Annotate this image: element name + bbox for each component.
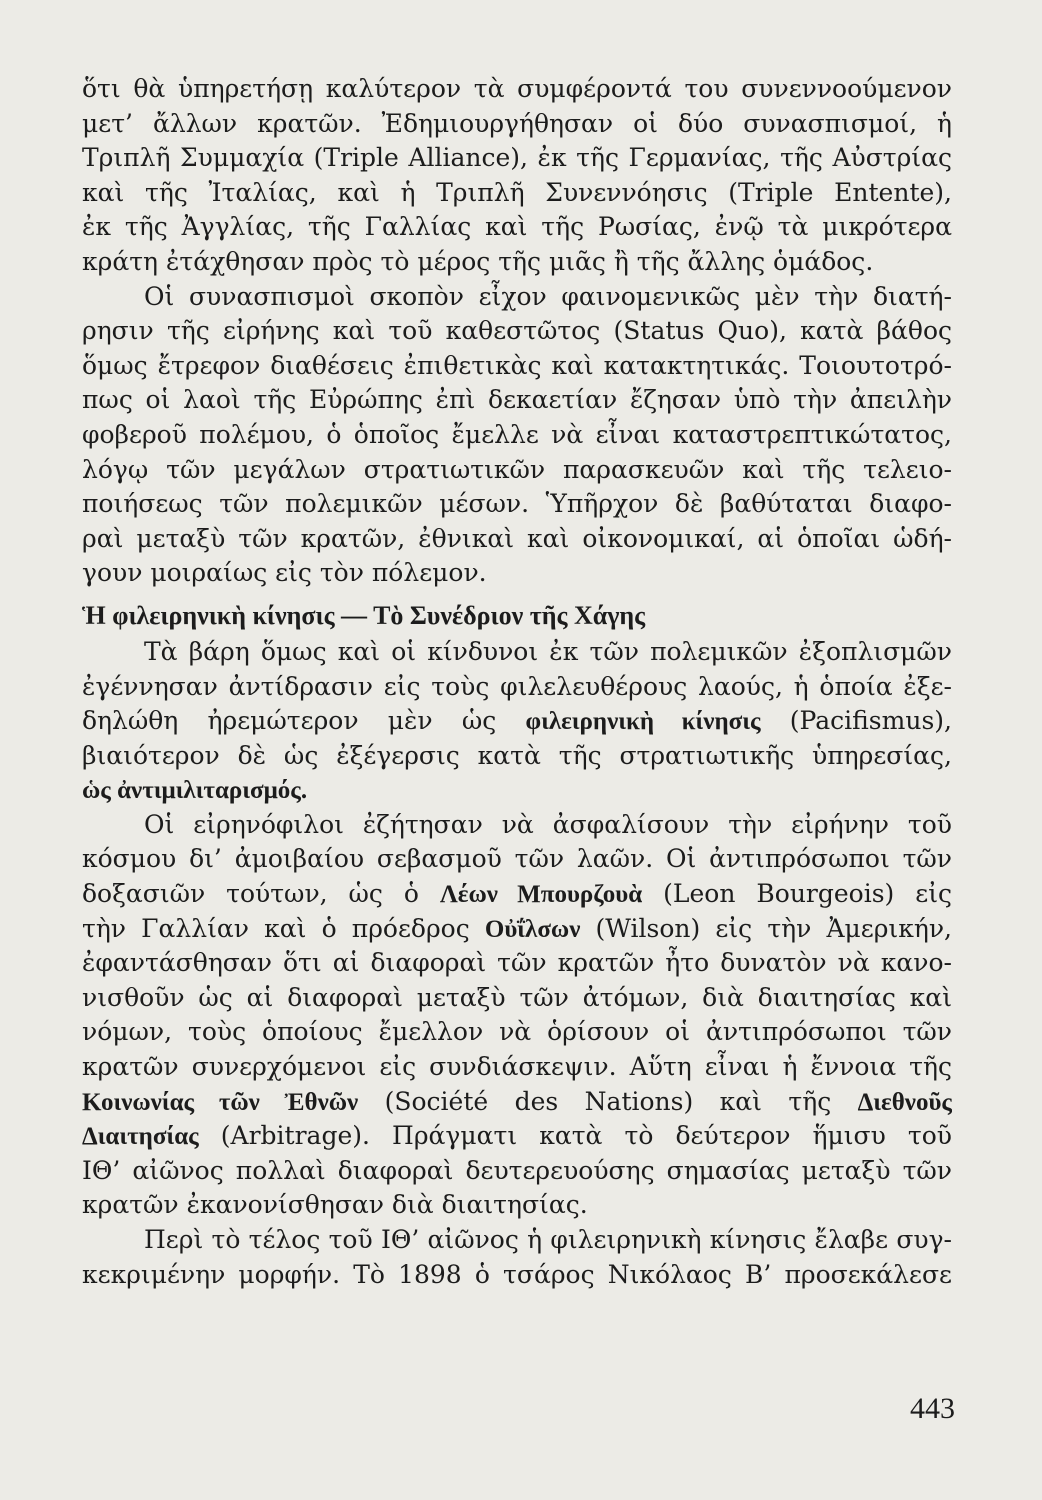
text-line: ἐγέννησαν ἀντίδρασιν εἰς τοὺς φιλελευθέρους λαούς, ἡ ὁποία ἐξε- xyxy=(82,671,952,701)
page-body xyxy=(82,72,952,1292)
text-line: ποιήσεως τῶν πολεμικῶν μέσων. Ὑπῆρχον δὲ βαθύταται διαφο- xyxy=(82,489,952,519)
paragraph-3 xyxy=(82,635,952,808)
bold-term: Οὐΐλσων xyxy=(484,915,581,943)
text-line xyxy=(82,877,952,912)
bold-term: φιλειρηνικὴ κίνησις xyxy=(525,708,761,736)
text-line xyxy=(82,1119,952,1154)
paragraph-5 xyxy=(82,1223,952,1292)
text-run: (Arbitrage). Πράγματι κατὰ τὸ δεύτερον ἥμισυ τοῦ xyxy=(198,1121,952,1151)
text-line: κρατῶν ἐκανονίσθησαν διὰ διαιτησίας. xyxy=(82,1190,588,1220)
text-line: νισθοῦν ὡς αἱ διαφοραὶ μεταξὺ τῶν ἀτόμων, διὰ διαιτησίας καὶ xyxy=(82,982,952,1012)
text-line: κόσμου δι’ ἀμοιβαίου σεβασμοῦ τῶν λαῶν. Οἱ ἀντιπρόσωποι τῶν xyxy=(82,844,952,874)
text-line xyxy=(82,773,952,808)
text-line: ἐκ τῆς Ἀγγλίας, τῆς Γαλλίας καὶ τῆς Ρωσίας, ἐνῷ τὰ μικρότερα xyxy=(82,212,952,242)
text-line: ραὶ μεταξὺ τῶν κρατῶν, ἐθνικαὶ καὶ οἰκονομικαί, αἱ ὁποῖαι ὡδή- xyxy=(82,523,952,553)
text-line: λόγῳ τῶν μεγάλων στρατιωτικῶν παρασκευῶν καὶ τῆς τελειο- xyxy=(82,454,952,484)
bold-term: Λέων Μπουρζουὰ xyxy=(439,881,643,909)
bold-term: ὡς ἀντιμιλιταρισμός. xyxy=(82,777,308,805)
text-line: φοβεροῦ πολέμου, ὁ ὁποῖος ἔμελλε νὰ εἶναι καταστρεπτικώτατος, xyxy=(82,419,952,449)
text-line: ὅτι θὰ ὑπηρετήσῃ καλύτερον τὰ συμφέροντά του συνεννοούμενον xyxy=(82,74,952,103)
paragraph-1 xyxy=(82,72,952,280)
text-line: κρατῶν συνερχόμενοι εἰς συνδιάσκεψιν. Αὕτη εἶναι ἡ ἔννοια τῆς xyxy=(82,1052,952,1082)
bold-term: Διεθνοῦς xyxy=(857,1088,952,1116)
text-line: ἐφαντάσθησαν ὅτι αἱ διαφοραὶ τῶν κρατῶν ἦτο δυνατὸν νὰ κανο- xyxy=(82,948,952,978)
text-run: (Pacifismus), xyxy=(760,706,952,736)
text-line: γουν μοιραίως εἰς τὸν πόλεμον. xyxy=(82,558,487,588)
text-line: πως οἱ λαοὶ τῆς Εὐρώπης ἐπὶ δεκαετίαν ἔζησαν ὑπὸ τὴν ἀπειλὴν xyxy=(82,385,952,415)
bold-term: Διαιτησίας xyxy=(82,1123,199,1151)
text-line: ὅμως ἔτρεφον διαθέσεις ἐπιθετικὰς καὶ κατακτητικάς. Τοιουτοτρό- xyxy=(82,350,952,380)
text-line: Οἱ εἰρηνόφιλοι ἐζήτησαν νὰ ἀσφαλίσουν τὴν εἰρήνην τοῦ xyxy=(144,809,952,839)
text-line xyxy=(82,912,952,947)
page-number: 443 xyxy=(910,1392,955,1425)
paragraph-4 xyxy=(82,808,952,1223)
text-line: ΙΘ’ αἰῶνος πολλαὶ διαφοραὶ δευτερευούσης σημασίας μεταξὺ τῶν xyxy=(82,1155,952,1185)
text-run: τὴν Γαλλίαν καὶ ὁ πρόεδρος xyxy=(82,913,485,943)
bold-term: Κοινωνίας τῶν Ἐθνῶν xyxy=(82,1088,359,1116)
text-line: βιαιότερον δὲ ὡς ἐξέγερσις κατὰ τῆς στρατιωτικῆς ὑπηρεσίας, xyxy=(82,740,952,770)
paragraph-2 xyxy=(82,280,952,591)
text-line: Τὰ βάρη ὅμως καὶ οἱ κίνδυνοι ἐκ τῶν πολεμικῶν ἐξοπλισμῶν xyxy=(144,636,952,666)
text-line: Τριπλῆ Συμμαχία (Triple Alliance), ἐκ τῆς Γερμανίας, τῆς Αὐστρίας xyxy=(82,143,952,173)
text-line xyxy=(82,1085,952,1120)
text-line xyxy=(82,704,952,739)
text-run: (Leon Bourgeois) εἰς xyxy=(642,879,952,909)
text-run: (Société des Nations) καὶ τῆς xyxy=(358,1086,858,1116)
text-line: Οἱ συνασπισμοὶ σκοπὸν εἶχον φαινομενικῶς μὲν τὴν διατή- xyxy=(144,281,952,311)
text-line: Περὶ τὸ τέλος τοῦ ΙΘ’ αἰῶνος ἡ φιλειρηνικὴ κίνησις ἔλαβε συγ- xyxy=(144,1225,952,1254)
text-line: νόμων, τοὺς ὁποίους ἔμελλον νὰ ὁρίσουν οἱ ἀντιπρόσωποι τῶν xyxy=(82,1017,952,1047)
section-heading: Ἡ φιλειρηνικὴ κίνησις — Τὸ Συνέδριον τῆς Χάγης xyxy=(82,600,646,630)
text-line: καὶ τῆς Ἰταλίας, καὶ ἡ Τριπλῆ Συνεννόησις (Triple Entente), xyxy=(82,177,952,207)
text-run: δηλώθη ἠρεμώτερον μὲν ὡς xyxy=(82,706,526,736)
text-run: δοξασιῶν τούτων, ὡς ὁ xyxy=(82,879,440,909)
text-line: κεκριμένην μορφήν. Τὸ 1898 ὁ τσάρος Νικόλαος Β’ προσεκάλεσε xyxy=(82,1259,952,1289)
text-line: μετ’ ἄλλων κρατῶν. Ἐδημιουργήθησαν οἱ δύο συνασπισμοί, ἡ xyxy=(82,108,952,138)
text-run: (Wilson) εἰς τὴν Ἀμερικήν, xyxy=(580,913,952,943)
text-line: κράτη ἐτάχθησαν πρὸς τὸ μέρος τῆς μιᾶς ἢ τῆς ἄλλης ὁμάδος. xyxy=(82,246,874,276)
text-line: ρησιν τῆς εἰρήνης καὶ τοῦ καθεστῶτος (Status Quo), κατὰ βάθος xyxy=(82,316,952,346)
